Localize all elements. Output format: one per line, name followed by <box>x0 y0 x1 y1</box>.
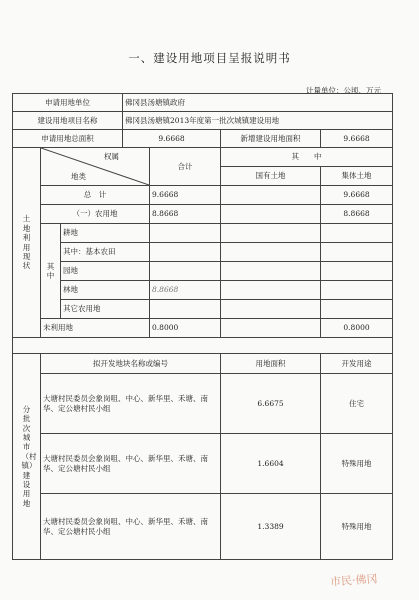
area-total-label: 申请用地总面积 <box>13 130 123 148</box>
total-header: 合计 <box>150 148 221 186</box>
row-collective-value: 8.8668 <box>321 205 393 224</box>
row-agricultural <box>13 205 393 224</box>
row-name: 其它农用地 <box>61 300 150 319</box>
parcel-row <box>13 434 393 494</box>
parcel-area: 1.6604 <box>221 434 321 494</box>
new-area-value: 9.6668 <box>321 130 393 148</box>
watermark-stamp: 市民·佛冈 <box>329 572 378 589</box>
area-total-row <box>13 130 393 148</box>
parcel-area-header: 用地面积 <box>221 354 321 374</box>
row-garden <box>13 262 393 281</box>
parcel-use: 住宅 <box>321 374 393 434</box>
row-state-value <box>221 262 321 281</box>
row-state-value <box>221 205 321 224</box>
row-collective-value <box>321 224 393 243</box>
row-total-value: 9.6668 <box>150 186 221 205</box>
row-state-value <box>221 300 321 319</box>
parcel-area: 1.3389 <box>221 494 321 560</box>
applicant-row <box>13 94 393 112</box>
row-collective-value: 0.8000 <box>321 319 393 338</box>
row-total-value <box>150 243 221 262</box>
row-total-value: 8.8668 <box>150 205 221 224</box>
row-state-value <box>221 281 321 300</box>
parcel-name-header: 拟开发地块名称或编号 <box>41 354 221 374</box>
applicant-label: 申请用地单位 <box>13 94 123 112</box>
state-land-header: 国有土地 <box>221 167 321 186</box>
parcel-use: 特殊用地 <box>321 434 393 494</box>
row-state-value <box>221 186 321 205</box>
row-name: 总 计 <box>41 186 150 205</box>
row-unused <box>13 319 393 338</box>
row-state-value <box>221 224 321 243</box>
row-collective-value <box>321 300 393 319</box>
land-status-side-label: 土地利用现状 <box>13 148 41 338</box>
project-label: 建设用地项目名称 <box>13 112 123 130</box>
parcel-use: 特殊用地 <box>321 494 393 560</box>
row-name: 园地 <box>61 262 150 281</box>
row-total-value <box>150 224 221 243</box>
row-name: 耕地 <box>61 224 150 243</box>
parcel-area: 6.6675 <box>221 374 321 434</box>
row-basic-farmland <box>13 243 393 262</box>
unit-note: 计量单位：公顷、万元 <box>306 86 381 95</box>
row-state-value <box>221 243 321 262</box>
parcel-use-header: 开发用途 <box>321 354 393 374</box>
parcel-row <box>13 374 393 434</box>
row-total-value: 0.8000 <box>150 319 221 338</box>
dilei-label: 地类 <box>71 171 86 181</box>
project-row <box>13 112 393 130</box>
row-other-agri <box>13 300 393 319</box>
row-name: 林地 <box>61 281 150 300</box>
row-total-value <box>150 300 221 319</box>
parcel-name: 大塘村民委员会象岗咀、中心、新华里、禾塘、南华、定公塘村民小组 <box>41 494 221 560</box>
row-cultivated <box>13 224 393 243</box>
qizhong-side-label: 其中 <box>41 224 61 319</box>
project-value: 佛冈县汤塘镇2013年度第一批次城镇建设用地 <box>123 112 393 130</box>
row-collective-value <box>321 243 393 262</box>
row-total-value <box>150 262 221 281</box>
quanshu-label: 权属 <box>104 152 120 161</box>
applicant-value: 佛冈县汤塘镇政府 <box>123 94 393 112</box>
row-name: （一）农用地 <box>41 205 150 224</box>
parcel-row <box>13 494 393 560</box>
diagonal-line <box>41 148 149 185</box>
header-diagonal-cell <box>41 148 150 186</box>
parcel-name: 大塘村民委员会象岗咀、中心、新华里、禾塘、南华、定公塘村民小组 <box>41 374 221 434</box>
row-forest <box>13 281 393 300</box>
blank-row <box>13 338 393 354</box>
header-row-1 <box>13 148 393 167</box>
row-total <box>13 186 393 205</box>
qizhong-header: 其 中 <box>221 148 393 167</box>
parcel-header-row <box>13 354 393 374</box>
row-collective-value <box>321 281 393 300</box>
row-name: 未利用地 <box>41 319 150 338</box>
parcel-name: 大塘村民委员会象岗咀、中心、新华里、禾塘、南华、定公塘村民小组 <box>41 434 221 494</box>
row-state-value <box>221 319 321 338</box>
row-collective-value: 9.6668 <box>321 186 393 205</box>
batch-land-side-label: 分批次城市（村镇）建设用地 <box>13 354 41 560</box>
blank-cell <box>13 338 393 354</box>
area-total-value: 9.6668 <box>123 130 221 148</box>
new-area-label: 新增建设用地面积 <box>221 130 321 148</box>
row-collective-value <box>321 262 393 281</box>
collective-land-header: 集体土地 <box>321 167 393 186</box>
row-name: 其中：基本农田 <box>61 243 150 262</box>
pencil-note: 8.8668 <box>150 281 221 300</box>
page-title: 一、建设用地项目呈报说明书 <box>128 51 291 65</box>
land-use-form-table <box>12 93 393 560</box>
